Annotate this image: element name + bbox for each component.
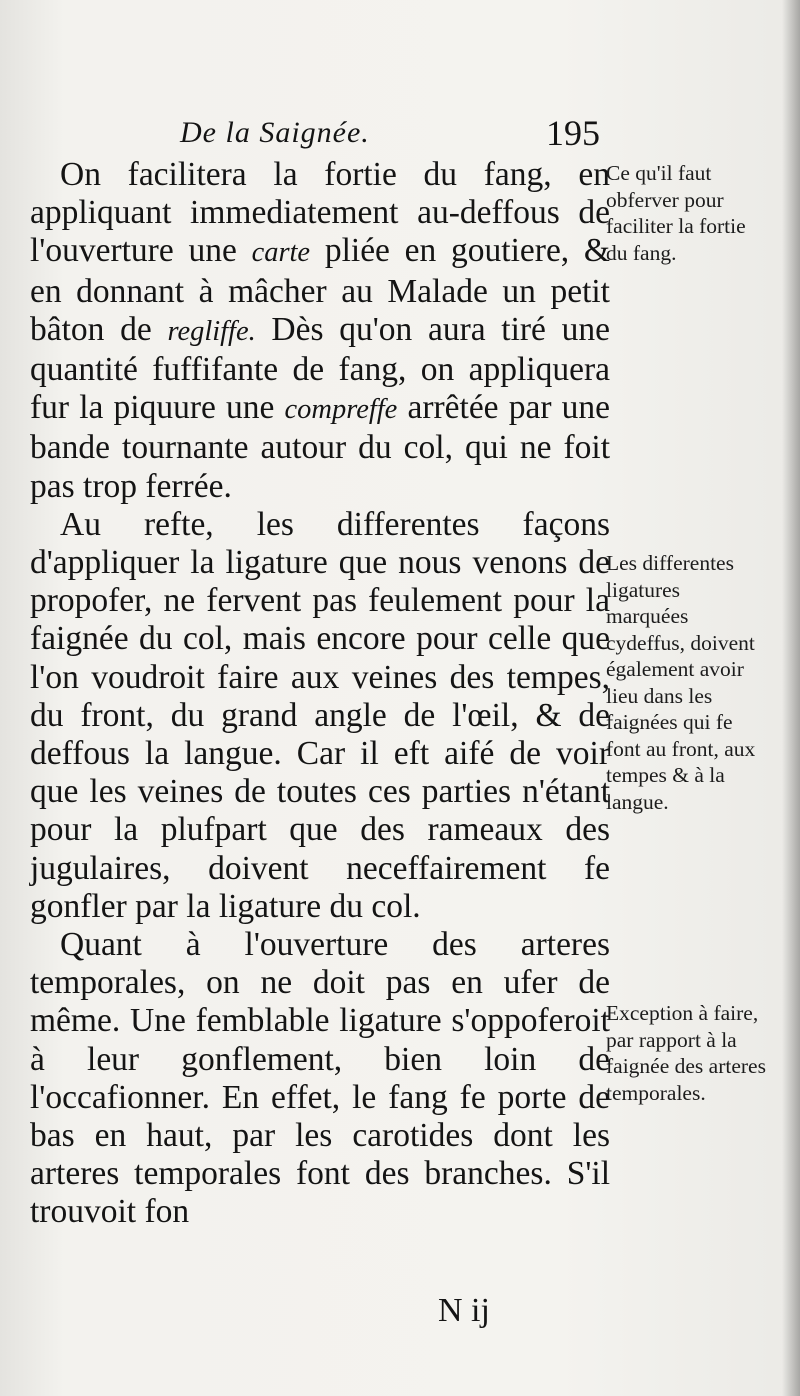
text-run: Quant à l'ouverture des arteres temporales, on ne doit pas en ufer de même. Une femblable ligature s'oppoferoit à leur gonflement, bien loin de l'occafionner. En effet, le fang fe porte de bas en haut, par les carotides dont les arteres temporales font des branches. S'il trouvoit fon bbox=[30, 926, 610, 1231]
paragraph-3 bbox=[30, 926, 610, 1232]
running-title: De la Saignée. bbox=[180, 116, 370, 149]
paragraph-1 bbox=[30, 156, 610, 506]
paragraph-2 bbox=[30, 506, 610, 926]
text-run: On facilitera la fortie du fang, en appliquant immediatement au-deffous de l'ouverture une bbox=[30, 156, 610, 270]
main-text bbox=[30, 156, 610, 1232]
text-run: Dès qu'on aura tiré une quantité fuffifante de fang, on appliquera fur la piquure une bbox=[30, 310, 610, 427]
text-run: pliée en goutiere, & en donnant à mâcher au Malade un petit bâton de bbox=[30, 232, 610, 348]
page-number: 195 bbox=[546, 113, 600, 153]
italic-term: carte bbox=[251, 237, 311, 269]
margin-note-3: Exception à faire, par rapport à la faignée des arteres temporales. bbox=[606, 1001, 766, 1105]
italic-term: compreffe bbox=[284, 394, 398, 426]
text-run: Au refte, les differentes façons d'appliquer la ligature que nous venons de propofer, ne fervent pas feulement pour la faignée du col, mais encore pour celle que l'on voudroit faire aux veines des tempes, du front, du grand angle de l'œil, & de deffous la langue. Car il eft aifé de voir que les veines de toutes ces parties n'étant pour la plufpart que des rameaux des jugulaires, doivent neceffairement fe gonfler par la ligature du col. bbox=[30, 505, 610, 925]
signature-mark: N ij bbox=[438, 1292, 490, 1329]
margin-note-1: Ce qu'il faut obferver pour faciliter la fortie du fang. bbox=[606, 161, 746, 265]
italic-term: regliffe. bbox=[167, 315, 256, 347]
page-edge-shadow bbox=[782, 0, 800, 1396]
margin-note-2: Les differentes ligatures marquées cydeffus, doivent également avoir lieu dans les faignées qui fe font au front, aux tempes & à la langue. bbox=[606, 551, 756, 814]
page-header bbox=[180, 113, 600, 156]
text-run: arrêtée par une bande tournante autour du col, qui ne foit pas trop ferrée. bbox=[30, 389, 610, 505]
